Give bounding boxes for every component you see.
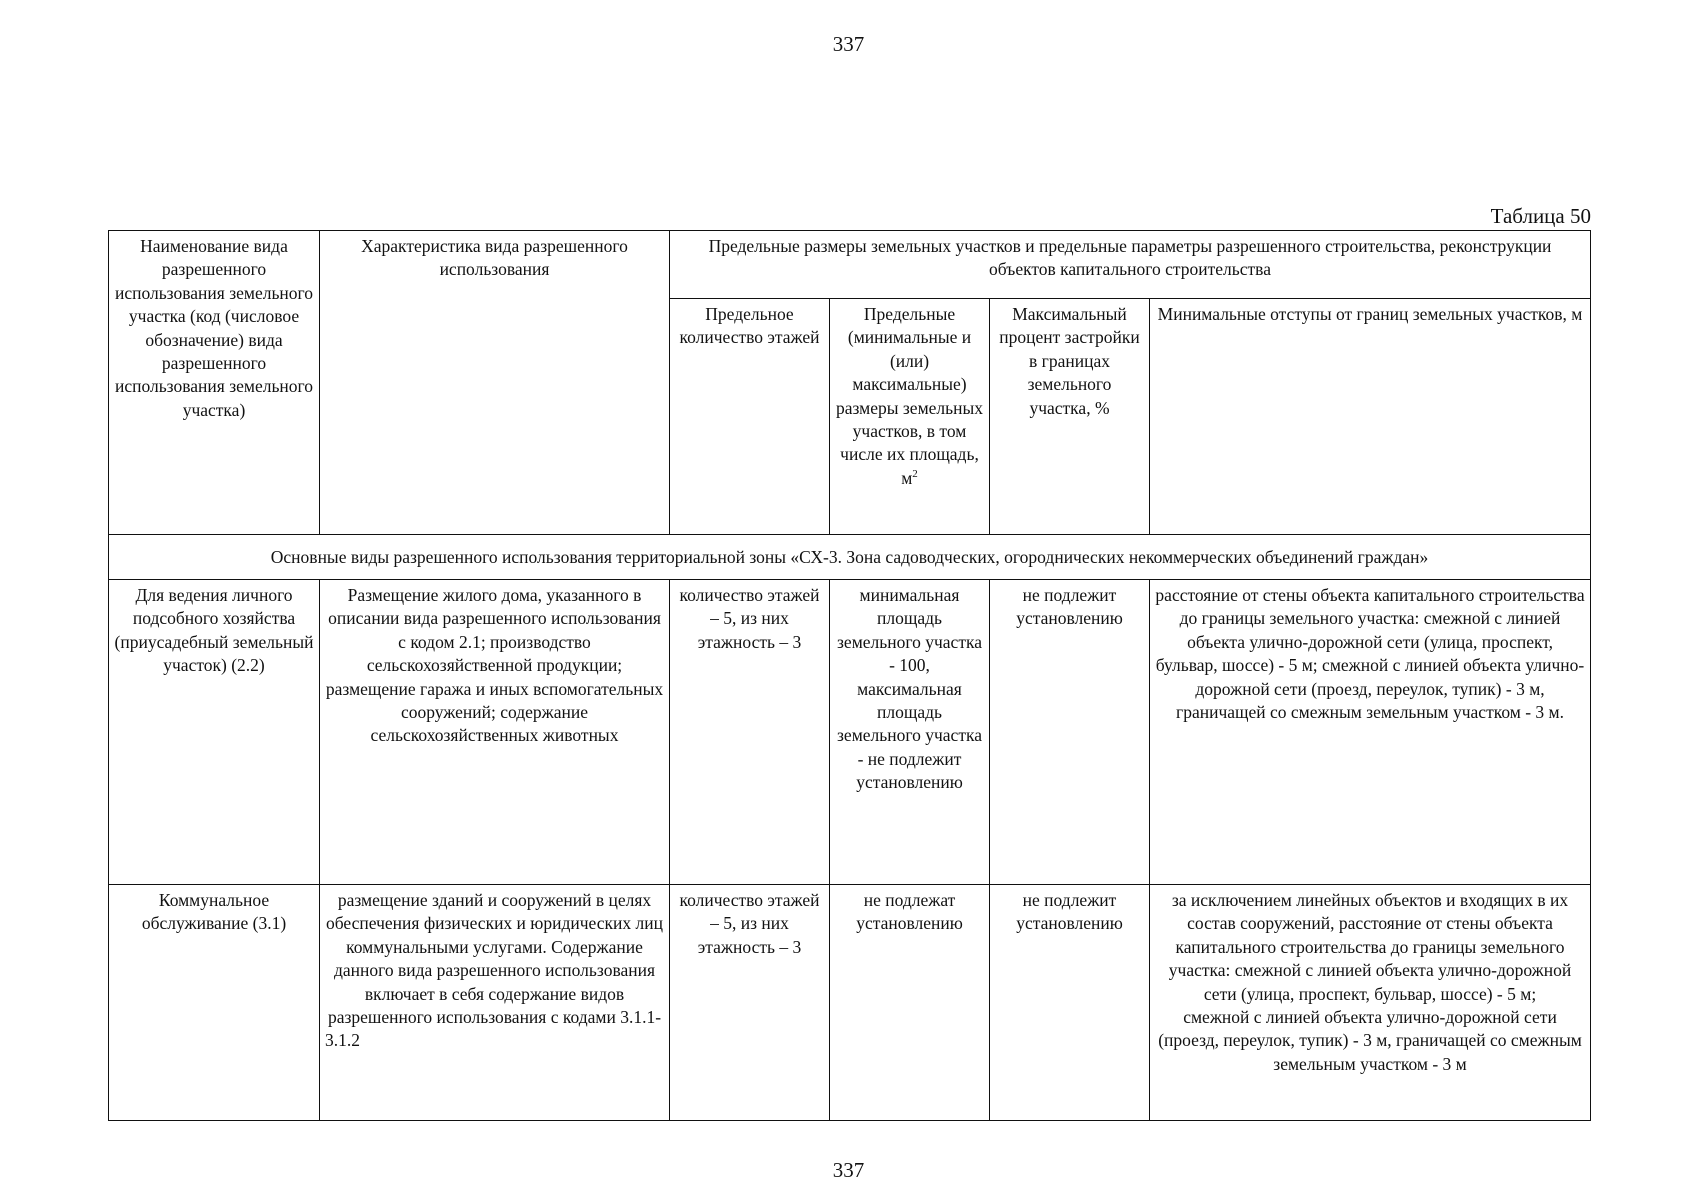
row1-sizes-cell: минимальная площадь земельного участка - 100, максимальная площадь земельного участка - не подлежит установлению bbox=[830, 580, 990, 885]
header-percent-cell: Максимальный процент застройки в границах земельного участка, % bbox=[990, 299, 1150, 535]
row1-setbacks-cell: расстояние от стены объекта капитального строительства до границы земельного участка: смежной с линией объекта улично-дорожной сети (улица, проспект, бульвар, шоссе) - 5 м; смежной с линией объекта улично-дорожной сети (проезд, переулок, тупик) - 3 м, граничащей со смежным земельным участком - 3 м. bbox=[1150, 580, 1591, 885]
row2-floors-cell: количество этажей – 5, из них этажность – 3 bbox=[670, 885, 830, 1121]
header-characteristic-cell: Характеристика вида разрешенного использования bbox=[320, 231, 670, 535]
page-number-top: 337 bbox=[832, 32, 865, 56]
section-title-cell: Основные виды разрешенного использования территориальной зоны «СХ-3. Зона садоводческих, огороднических некоммерческих объединений граждан» bbox=[109, 535, 1591, 580]
row2-setbacks-cell bbox=[1150, 885, 1591, 1121]
header-sizes-superscript: 2 bbox=[912, 468, 918, 481]
header-limits-group-cell: Предельные размеры земельных участков и предельные параметры разрешенного строительства, реконструкции объектов капитального строительства bbox=[670, 231, 1591, 299]
header-floors-cell: Предельное количество этажей bbox=[670, 299, 830, 535]
row2-setbacks-part1: за исключением линейных объектов и входящих в их состав сооружений, расстояние от стены объекта капитального строительства до границы земельного участка: смежной с линией объекта улично-дорожной сети (улица, проспект, бульвар, шоссе) - 5 м; bbox=[1168, 890, 1572, 1004]
row1-percent-cell: не подлежит установлению bbox=[990, 580, 1150, 885]
row2-characteristic-cell: размещение зданий и сооружений в целях обеспечения физических и юридических лиц коммунальными услугами. Содержание данного вида разрешенного использования включает в себя содержание видов разрешенного использования с кодами 3.1.1-3.1.2 bbox=[320, 885, 670, 1121]
row1-characteristic-cell: Размещение жилого дома, указанного в описании вида разрешенного использования с кодом 2.1; производство сельскохозяйственной продукции; размещение гаража и иных вспомогательных сооружений; содержание сельскохозяйственных животных bbox=[320, 580, 670, 885]
page-number-bottom: 337 bbox=[832, 1158, 865, 1182]
row1-name-cell: Для ведения личного подсобного хозяйства (приусадебный земельный участок) (2.2) bbox=[109, 580, 320, 885]
row2-sizes-cell: не подлежат установлению bbox=[830, 885, 990, 1121]
row1-floors-cell: количество этажей – 5, из них этажность – 3 bbox=[670, 580, 830, 885]
header-sizes-text: Предельные (минимальные и (или) максимальные) размеры земельных участков, в том числе их площадь, м bbox=[835, 304, 983, 488]
table-caption: Таблица 50 bbox=[1490, 204, 1591, 228]
header-name-cell: Наименование вида разрешенного использования земельного участка (код (числовое обозначение) вида разрешенного использования земельного участка) bbox=[109, 231, 320, 535]
header-setbacks-cell: Минимальные отступы от границ земельных участков, м bbox=[1150, 299, 1591, 535]
row2-setbacks-part2: смежной с линией объекта улично-дорожной сети (проезд, переулок, тупик) - 3 м, граничащей со смежным земельным участком - 3 м bbox=[1158, 1007, 1582, 1074]
section-row bbox=[109, 535, 1591, 580]
row2-name-cell: Коммунальное обслуживание (3.1) bbox=[109, 885, 320, 1121]
table-row bbox=[109, 885, 1591, 1121]
table-row bbox=[109, 580, 1591, 885]
row2-percent-cell: не подлежит установлению bbox=[990, 885, 1150, 1121]
header-sizes-cell bbox=[830, 299, 990, 535]
land-use-table bbox=[108, 230, 1591, 1121]
header-row-1 bbox=[109, 231, 1591, 299]
